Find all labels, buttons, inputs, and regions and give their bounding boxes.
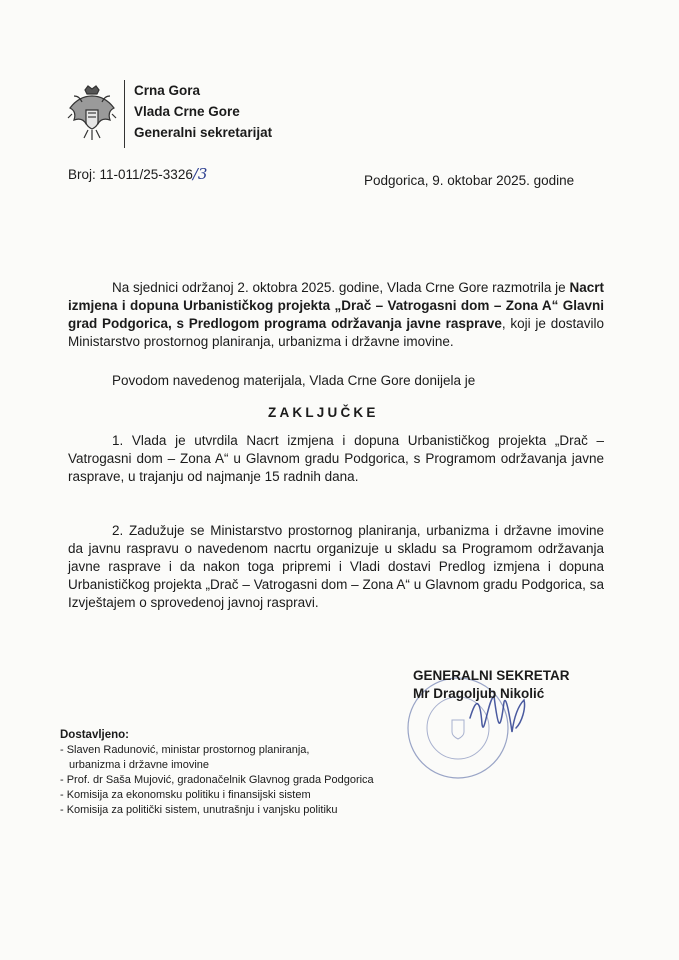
conclusion-2: 2. Zadužuje se Ministarstvo prostornog planiranja, urbanizma i državne imovine da javnu raspravu o navedenom nacrtu organizuje u skladu sa Programom održavanja javne rasprave i da nakon toga pripremi i Vladi dostavi Predlog izmjena i dopuna Urbanističkog projekta „Drač – Vatrogasni dom – Zona A“ u Glavnom gradu Podgorica, sa Izvještajem o sprovedenoj javnoj raspravi. bbox=[68, 523, 604, 610]
intro-bold-title: Nacrt izmjena i dopuna Urbanističkog projekta „Drač – Vatrogasni dom – Zona A“ Glavni grad Podgorica, s Predlogom programa održavanja javne rasprave bbox=[68, 280, 604, 331]
place-date: Podgorica, 9. oktobar 2025. godine bbox=[364, 173, 575, 188]
office-name: Generalni sekretarijat bbox=[134, 125, 273, 140]
signatory-name: Mr Dragoljub Nikolić bbox=[413, 686, 545, 701]
reference-label: Broj: 11-011/25-3326 bbox=[68, 167, 193, 182]
distribution-title: Dostavljeno: bbox=[60, 729, 130, 741]
conclusion-1: 1. Vlada je utvrdila Nacrt izmjena i dopuna Urbanističkog projekta „Drač – Vatrogasni dom – Zona A“ u Glavnom gradu Podgorica, s Programom održavanja javne rasprave, u trajanju od najmanje 15 radnih dana. bbox=[68, 433, 604, 484]
government-name: Vlada Crne Gore bbox=[134, 104, 240, 119]
distribution-list bbox=[60, 728, 374, 818]
intro-paragraph bbox=[68, 279, 604, 351]
list-item-continuation: urbanizma i državne imovine bbox=[69, 759, 210, 771]
institution-block bbox=[134, 80, 272, 143]
list-item: - Prof. dr Saša Mujović, gradonačelnik Glavnog grada Podgorica bbox=[60, 774, 374, 786]
country-name: Crna Gora bbox=[134, 83, 201, 98]
reference-number bbox=[68, 165, 207, 183]
list-item: - Komisija za ekonomsku politiku i finansijski sistem bbox=[60, 789, 311, 801]
intro-text-1: Na sjednici održanoj 2. oktobra 2025. godine, Vlada Crne Gore razmotrila je bbox=[112, 280, 570, 295]
handwritten-suffix: /3 bbox=[192, 165, 208, 183]
intro-text-2: , koji je dostavilo Ministarstvo prostornog planiranja, urbanizma i državne imovine. bbox=[68, 316, 604, 349]
signature-block bbox=[413, 667, 570, 703]
header-divider bbox=[124, 80, 125, 148]
coat-of-arms-icon bbox=[66, 84, 118, 144]
povodom-paragraph: Povodom navedenog materijala, Vlada Crne Gore donijela je bbox=[112, 373, 476, 388]
signatory-title: GENERALNI SEKRETAR bbox=[413, 668, 570, 683]
list-item: - Komisija za politički sistem, unutrašnju i vanjsku politiku bbox=[60, 804, 338, 816]
conclusions-heading: ZAKLJUČKE bbox=[268, 405, 379, 420]
list-item: - Slaven Radunović, ministar prostornog planiranja, bbox=[60, 744, 310, 756]
